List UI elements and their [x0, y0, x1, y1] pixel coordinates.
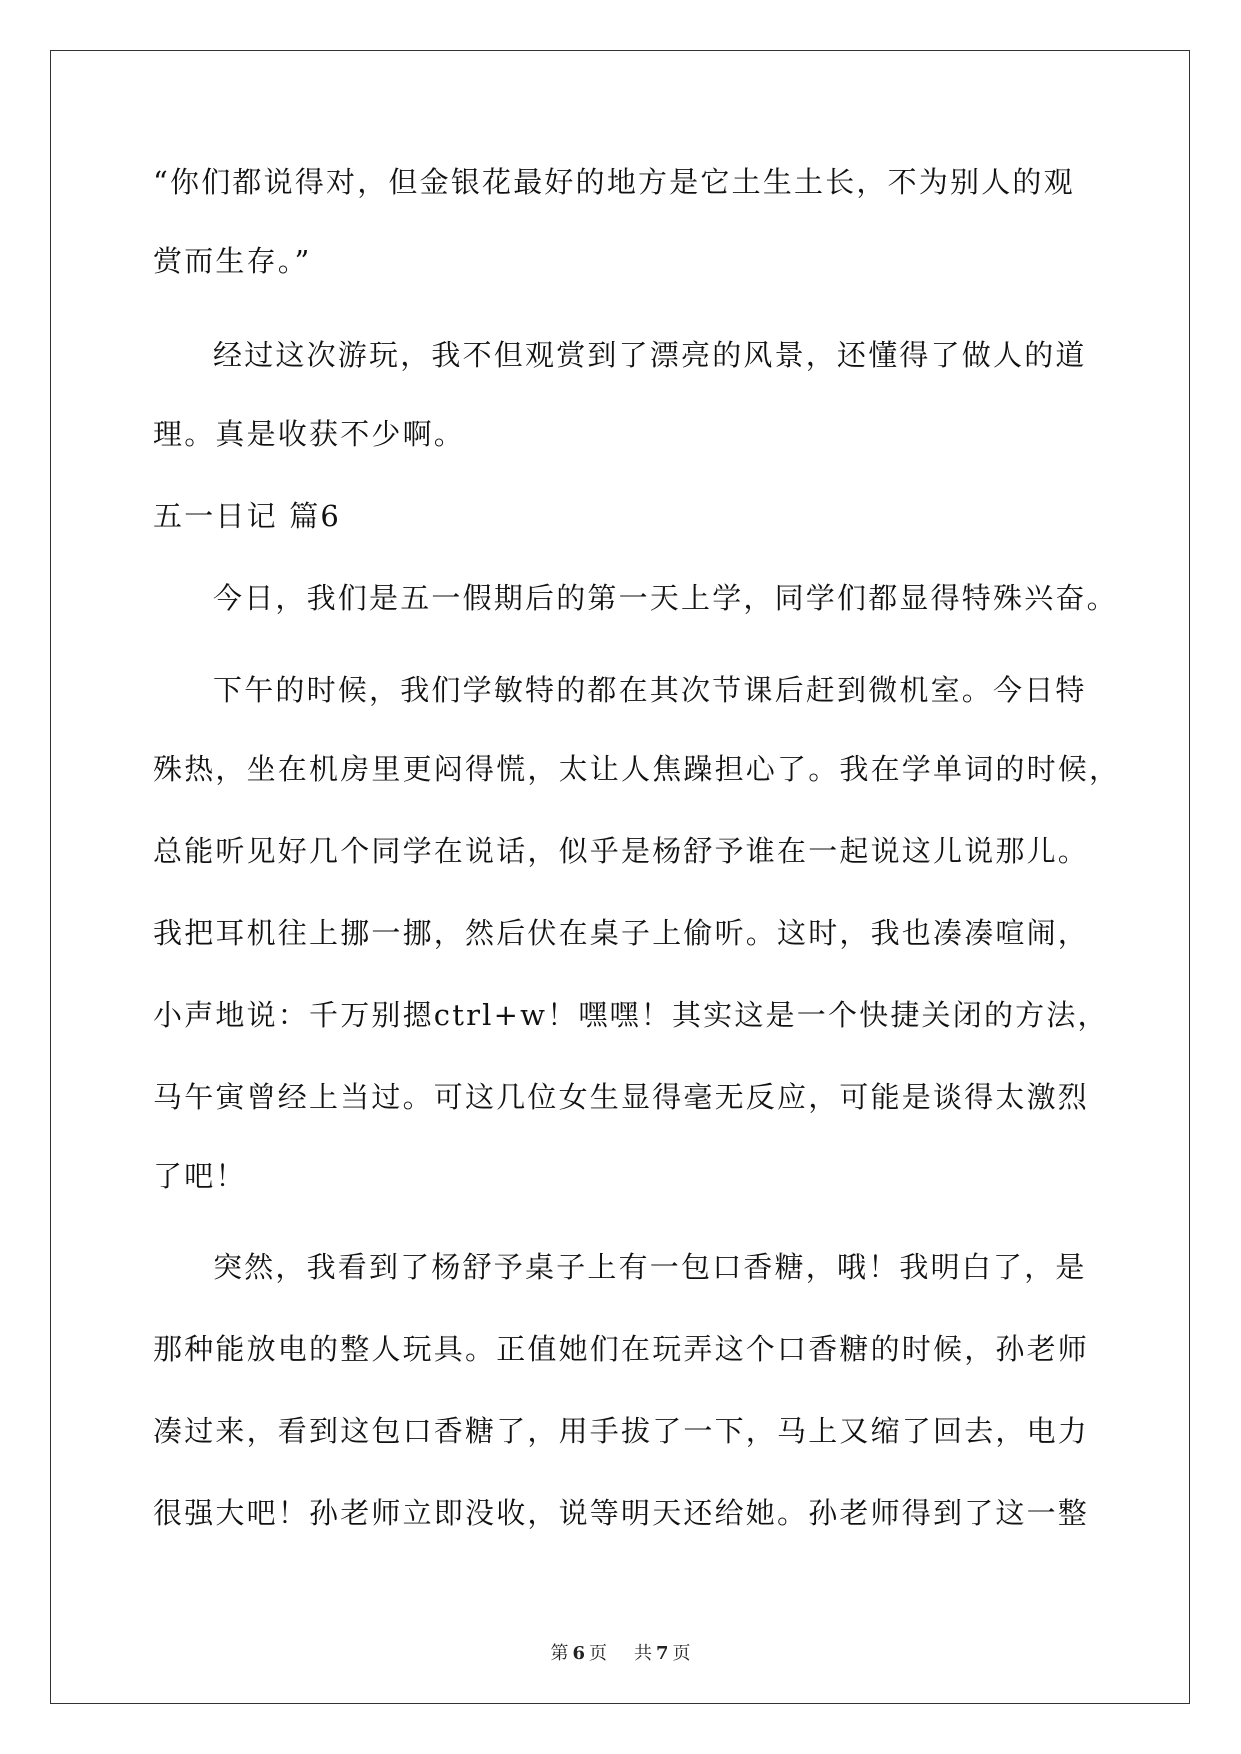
- total-page-number: 7: [655, 1643, 669, 1664]
- text-line: 下午的时候，我们学敏特的都在其次节课后赶到微机室。今日特: [213, 673, 1087, 707]
- text-line: 凑过来，看到这包口香糖了，用手拔了一下，马上又缩了回去，电力: [153, 1414, 1090, 1448]
- text-line: 赏而生存。”: [153, 244, 312, 278]
- page-footer: [0, 1642, 1241, 1666]
- text-line: 今日，我们是五一假期后的第一天上学，同学们都显得特殊兴奋。: [213, 581, 1118, 615]
- text-line: “你们都说得对，但金银花最好的地方是它土生土长，不为别人的观: [153, 165, 1075, 199]
- text-line: 那种能放电的整人玩具。正值她们在玩弄这个口香糖的时候，孙老师: [153, 1332, 1090, 1366]
- text-line: 了吧！: [153, 1159, 247, 1193]
- text-line: 殊热，坐在机房里更闷得慌，太让人焦躁担心了。我在学单词的时候，: [153, 752, 1121, 786]
- current-page-number: 6: [572, 1643, 586, 1664]
- footer-page-word: 页: [589, 1643, 608, 1664]
- text-line: 马午寅曾经上当过。可这几位女生显得毫无反应，可能是谈得太激烈: [153, 1080, 1090, 1114]
- text-line: 经过这次游玩，我不但观赏到了漂亮的风景，还懂得了做人的道: [213, 338, 1087, 372]
- page-frame: [50, 50, 1190, 1704]
- text-line: 理。真是收获不少啊。: [153, 417, 466, 451]
- text-line: 小声地说：千万别摁ctrl+w！嘿嘿！其实这是一个快捷关闭的方法，: [153, 998, 1109, 1032]
- text-line: 我把耳机往上挪一挪，然后伏在桌子上偷听。这时，我也凑凑喧闹，: [153, 916, 1090, 950]
- footer-total-suffix: 页: [672, 1643, 691, 1664]
- section-heading: 五一日记 篇6: [153, 499, 342, 533]
- footer-total-prefix: 共: [633, 1643, 652, 1664]
- text-line: 突然，我看到了杨舒予桌子上有一包口香糖，哦！我明白了，是: [213, 1250, 1087, 1284]
- text-line: 总能听见好几个同学在说话，似乎是杨舒予谁在一起说这儿说那儿。: [153, 834, 1090, 868]
- text-line: 很强大吧！孙老师立即没收，说等明天还给她。孙老师得到了这一整: [153, 1496, 1090, 1530]
- footer-prefix: 第: [550, 1643, 569, 1664]
